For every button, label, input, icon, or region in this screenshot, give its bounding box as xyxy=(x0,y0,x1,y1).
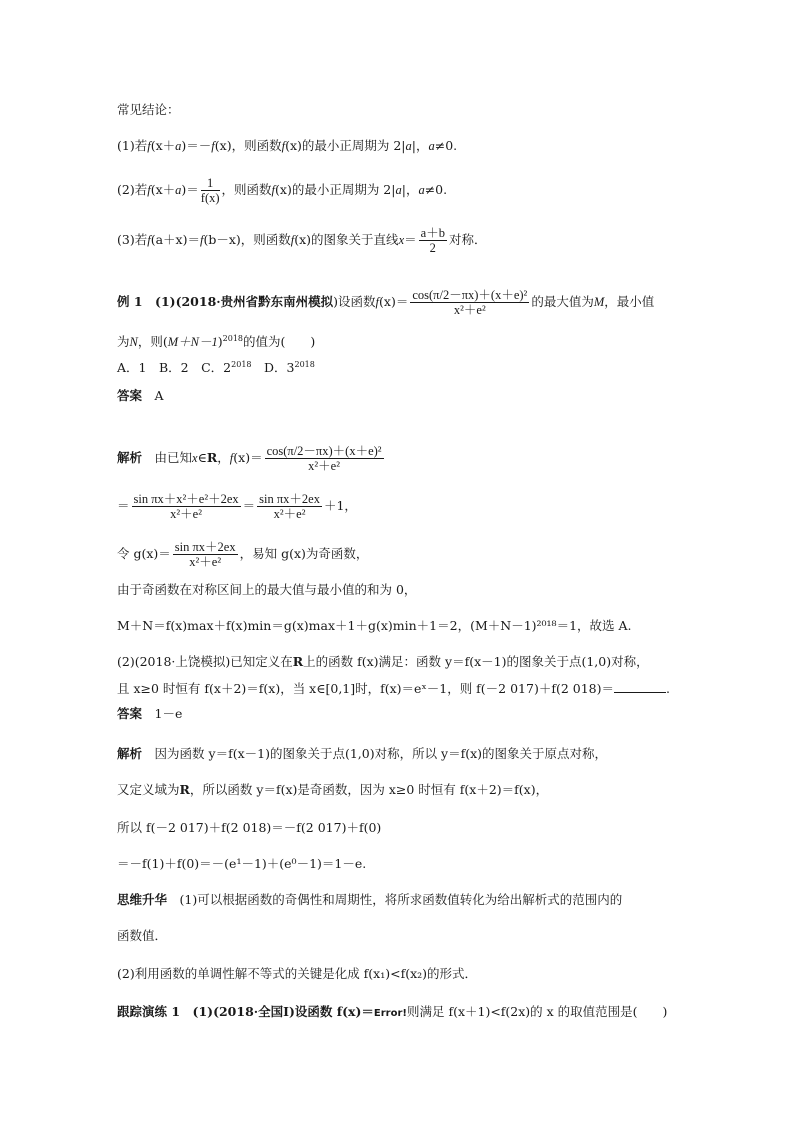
solution-2-line-1: 解析 因为函数 y＝f(x－1)的图象关于点(1,0)对称，所以 y＝f(x)的图象关于原点对称， xyxy=(117,746,608,761)
example-1-options: A．1 B．2 C．$2^{2018}$ D．$3^{2018}$ xyxy=(117,359,315,375)
solution-2-line-4: ＝－f(1)＋f(0)＝－(e¹－1)＋(e⁰－1)＝1－e. xyxy=(117,856,367,871)
fraction-a-plus-b-over-2: $\frac{a+b}{2}$ xyxy=(420,226,445,255)
practice-1: 跟踪演练 1 (1)(2018·全国Ⅰ)设函数 f(x)＝Error!则满足 f(x＋1)<f(2x)的 x 的取值范围是( ) xyxy=(117,1004,668,1019)
example-1-fraction: $\frac{\text{cos(π/2－πx)＋(x＋e)²}}{\text{x²＋e²}}$ xyxy=(412,288,528,317)
conclusion-3: (3)若f(a＋x)＝f(b－x)，则函数f(x)的图象关于直线x＝ $\frac{a+b}{2}$ 对称． xyxy=(117,226,487,255)
fraction-gx: $\frac{\text{sin πx＋2ex}}{\text{x²＋e²}}$ xyxy=(174,540,236,569)
solution-2-line-3: 所以 f(－2 017)＋f(2 018)＝－f(2 017)＋f(0) xyxy=(117,820,382,835)
example-1-line-1: 例 1 (1)(2018·贵州省黔东南州模拟)设函数f(x)＝ $\frac{\text{cos(π/2－πx)＋(x＋e)²}}{\text{x²＋e²}}$ 的最大值为M，最小值 xyxy=(117,288,655,317)
fraction-1-over-fx: $\frac{1}{f(x)}$ xyxy=(200,176,220,205)
example-1-line-2: 为N，则$(M+N-1)^{2018}$的值为( ) xyxy=(117,333,316,349)
example-2-line-2: 且 x≥0 时恒有 f(x＋2)＝f(x)，当 x∈[0,1]时，f(x)＝eˣ－1，则 f(－2 017)＋f(2 018)＝ . xyxy=(117,681,670,696)
answer-2: 答案 1－e xyxy=(117,706,183,721)
answer-blank xyxy=(614,680,666,693)
conclusion-2: (2)若f(x＋a)＝ $\frac{1}{f(x)}$ ，则函数f(x)的最小正周期为 2|a|，a≠0. xyxy=(117,176,448,205)
fraction-expanded: $\frac{\text{sin πx＋x²＋e²＋2ex}}{\text{x²＋e²}}$ xyxy=(133,492,239,521)
example-2-line-1: (2)(2018·上饶模拟)已知定义在R上的函数 f(x)满足：函数 y＝f(x－1)的图象关于点(1,0)对称， xyxy=(117,654,649,669)
solution-1-fraction: $\frac{\text{cos(π/2－πx)＋(x＋e)²}}{\text{x²＋e²}}$ xyxy=(266,444,382,473)
thinking-line-2: 函数值． xyxy=(117,928,168,943)
thinking-line-3: (2)利用函数的单调性解不等式的关键是化成 f(x₁)<f(x₂)的形式． xyxy=(117,966,478,981)
solution-1-line-1: 解析 由已知x∈R，f(x)＝ $\frac{\text{cos(π/2－πx)＋(x＋e)²}}{\text{x²＋e²}}$ xyxy=(117,444,382,473)
conclusion-1: (1)若f(x＋a)＝－f(x)，则函数f(x)的最小正周期为 2|a|，a≠0. xyxy=(117,138,458,153)
solution-1-line-4: 由于奇函数在对称区间上的最大值与最小值的和为 0， xyxy=(117,582,417,597)
solution-1-line-3: 令 g(x)＝ $\frac{\text{sin πx＋2ex}}{\text{x²＋e²}}$ ，易知 g(x)为奇函数， xyxy=(117,540,369,569)
heading-common-conclusions: 常见结论： xyxy=(117,102,180,117)
solution-1-line-5: M＋N＝f(x)max＋f(x)min＝g(x)max＋1＋g(x)min＋1＝2，(M＋N－1)²⁰¹⁸＝1，故选 A. xyxy=(117,618,632,633)
solution-1-line-2: ＝ $\frac{\text{sin πx＋x²＋e²＋2ex}}{\text{x²＋e²}}$ ＝ $\frac{\text{sin πx＋2ex}}{\text{x²＋e²}}$ ＋1， xyxy=(117,492,357,521)
answer-1: 答案 A xyxy=(117,388,164,403)
fraction-simplified: $\frac{\text{sin πx＋2ex}}{\text{x²＋e²}}$ xyxy=(259,492,320,521)
solution-2-line-2: 又定义域为R，所以函数 y＝f(x)是奇函数，因为 x≥0 时恒有 f(x＋2)＝f(x)， xyxy=(117,782,549,797)
thinking-line-1: 思维升华 (1)可以根据函数的奇偶性和周期性，将所求函数值转化为给出解析式的范围内的 xyxy=(117,892,623,907)
